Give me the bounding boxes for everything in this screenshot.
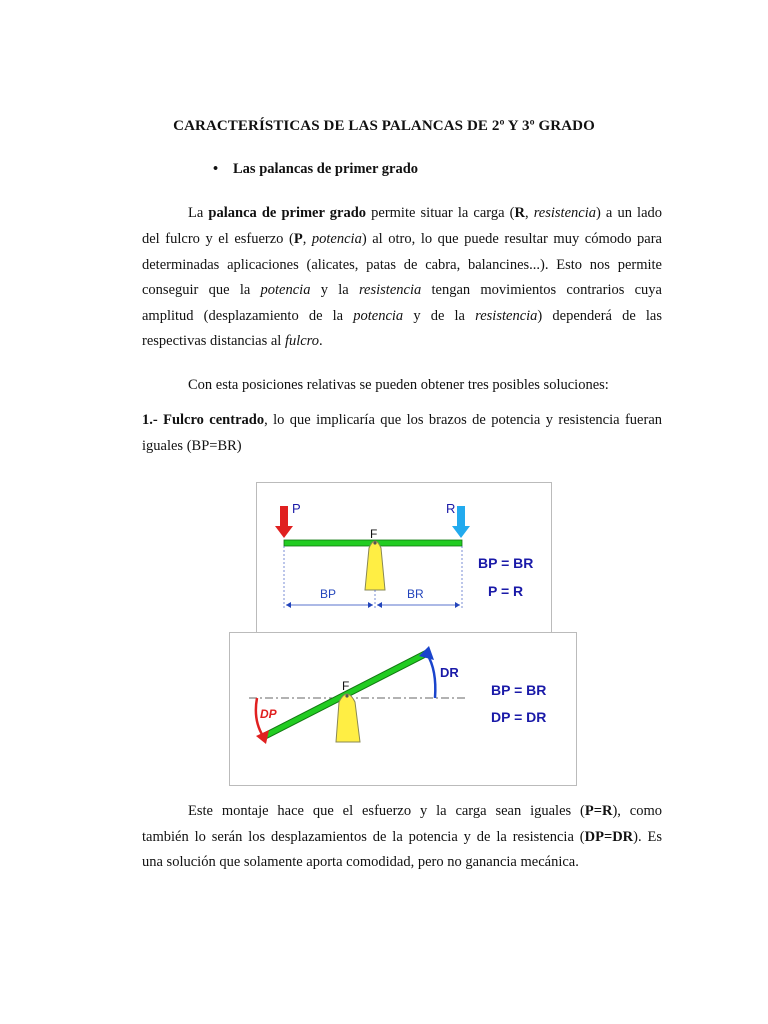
bold-run: palanca de primer grado (208, 205, 367, 221)
lever-figure-tilted (229, 632, 577, 786)
equation-bp-br: BP = BR (478, 555, 534, 571)
italic-run: resistencia (358, 282, 422, 299)
lever-figure-balanced (256, 482, 552, 634)
para2-line1: Con esta posiciones relativas se pueden obtener tres posibles soluciones: (188, 377, 609, 393)
paragraph-4 (142, 799, 662, 876)
text-run: amplitud (desplazamiento de la (142, 307, 354, 324)
para1-line1 (142, 201, 662, 227)
para1-line6 (142, 329, 662, 355)
text-run: ). Es (633, 828, 662, 845)
paragraph-1 (142, 201, 662, 227)
label-br: BR (407, 587, 424, 601)
text-run: conseguir que la (142, 282, 261, 299)
bullet-heading (213, 161, 418, 178)
bold-run: P (293, 231, 303, 247)
italic-run: potencia (311, 231, 362, 247)
para1-line4 (142, 278, 662, 304)
para4-line2 (142, 825, 662, 851)
label-p: P (292, 501, 301, 516)
italic-run: potencia (353, 307, 404, 324)
label-f: F (342, 679, 350, 693)
paragraph-1b (142, 227, 662, 355)
bullet-dot: • (213, 161, 219, 177)
text-run: , (302, 231, 312, 247)
pivot-dot (345, 694, 348, 697)
page-title: CARACTERÍSTICAS DE LAS PALANCAS DE 2º Y 3º GRADO (173, 118, 595, 134)
bold-run: DP=DR (584, 828, 634, 845)
bold-run: 1.- Fulcro centrado (142, 412, 265, 428)
bullet-text: Las palancas de primer grado (233, 161, 419, 177)
para4-line3: una solución que solamente aporta comodidad, pero no ganancia mecánica. (142, 854, 579, 871)
text-run: tengan movimientos contrarios cuya (421, 282, 662, 299)
para1-line2 (142, 227, 662, 253)
italic-run: fulcro (284, 333, 320, 350)
paragraph-2 (142, 373, 662, 399)
text-run: también lo serán los desplazamientos de la potencia y de la resistencia ( (142, 828, 585, 845)
text-run: , lo que implicaría que los brazos de potencia y resistencia fueran (264, 412, 663, 428)
text-run: , (524, 205, 534, 221)
text-run: respectivas distancias al (142, 333, 285, 350)
text-run: permite situar la carga ( (366, 205, 515, 221)
label-r: R (446, 501, 456, 516)
label-dr: DR (440, 665, 459, 680)
text-run: ) dependerá de las (537, 307, 663, 324)
bold-run: R (514, 205, 525, 221)
text-run: ) a un lado (595, 205, 663, 221)
italic-run: potencia (260, 282, 311, 299)
para3-line2: iguales (BP=BR) (142, 437, 242, 454)
italic-run: resistencia (475, 307, 538, 324)
pivot-dot (373, 541, 376, 544)
text-run: y la (310, 282, 359, 299)
equation-dp-dr: DP = DR (491, 709, 547, 725)
text-run: y de la (403, 307, 476, 324)
para4-line1 (142, 799, 662, 825)
label-bp: BP (320, 587, 337, 601)
label-dp: DP (260, 707, 277, 721)
equation-p-r: P = R (488, 583, 524, 599)
equation-bp-br: BP = BR (491, 682, 547, 698)
italic-run: resistencia (533, 205, 596, 221)
bold-run: P=R (584, 803, 613, 819)
text-run: Este montaje hace que el esfuerzo y la carga sean iguales ( (188, 803, 585, 819)
para1-line5 (142, 304, 662, 330)
para1-line3: determinadas aplicaciones (alicates, patas de cabra, balancines...). Esto nos permite (142, 256, 662, 273)
para3-line1 (142, 408, 662, 434)
paragraph-3 (142, 408, 662, 459)
text-run: ), como (612, 803, 662, 819)
text-run: del fulcro y el esfuerzo ( (142, 231, 294, 247)
text-run: La (188, 205, 209, 221)
text-run: . (319, 333, 323, 350)
label-f: F (370, 527, 378, 541)
text-run: ) al otro, lo que puede resultar muy cómodo para (361, 231, 662, 247)
